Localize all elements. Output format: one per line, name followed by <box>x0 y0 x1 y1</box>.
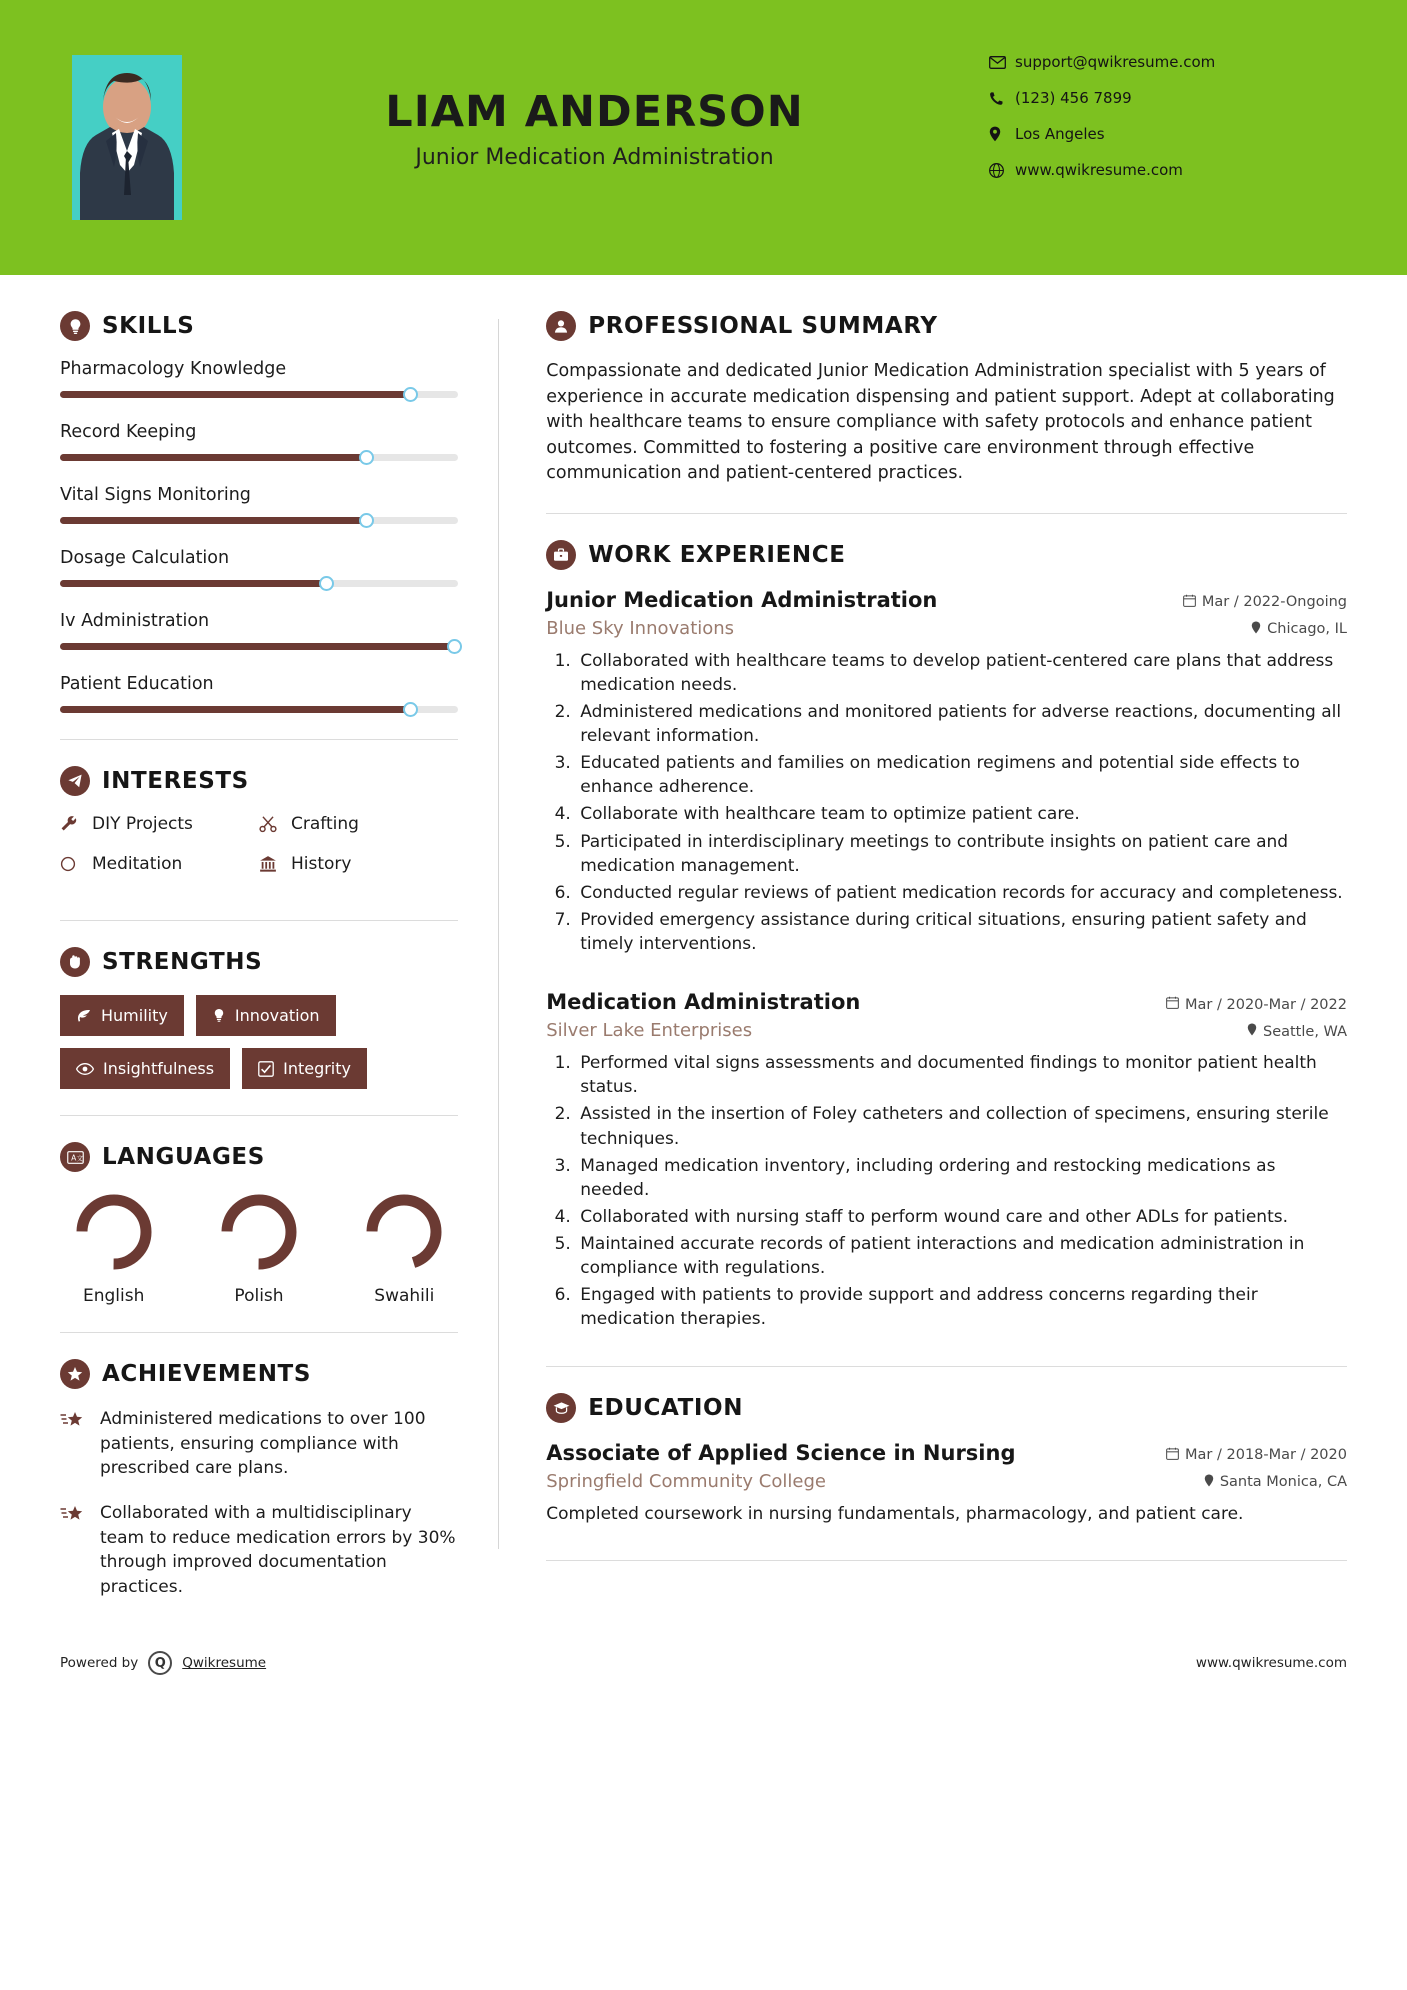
lightbulb-icon <box>60 311 90 341</box>
shooting-star-icon <box>60 1407 100 1481</box>
interests-list <box>60 814 458 894</box>
strength-label: Innovation <box>234 1006 320 1025</box>
language-label: Swahili <box>374 1286 435 1306</box>
duty-item: 5. Maintained accurate records of patient interactions and medication administration in compliance with regulations. <box>576 1232 1347 1280</box>
section-interests-header <box>60 766 458 796</box>
summary-text: Compassionate and dedicated Junior Medication Administration specialist with 5 years of experience in accurate medication dispensing and patient support. Adept at collaborating with healthcare teams to ensure compliance with safety protocols and enhance patient outcomes. Committed to fostering a positive care environment through effective communication and patient-centered practices. <box>546 361 1335 484</box>
interest-item <box>259 854 458 874</box>
job-dates: Mar / 2022-Ongoing <box>1201 594 1347 611</box>
skill-label: Iv Administration <box>60 611 210 631</box>
skill-bar <box>60 706 458 713</box>
globe-icon <box>989 163 1015 178</box>
location-pin-icon <box>1204 1474 1214 1491</box>
job-location: Chicago, IL <box>1267 621 1347 638</box>
duty-item: 7. Provided emergency assistance during critical situations, ensuring patient safety and timely interventions. <box>576 908 1347 956</box>
shooting-star-icon <box>60 1501 100 1600</box>
powered-by-label: Powered by <box>60 1655 139 1672</box>
language-item <box>60 1190 167 1306</box>
contact-email-text: support@qwikresume.com <box>1015 53 1216 71</box>
star-icon <box>60 1359 90 1389</box>
interest-label: Crafting <box>291 814 359 834</box>
languages-list <box>60 1190 458 1306</box>
footer-branding <box>60 1651 266 1675</box>
duties-list <box>546 1051 1347 1331</box>
skill-bar <box>60 391 458 398</box>
duty-item: 2. Administered medications and monitored patients for adverse reactions, documenting all relevant information. <box>576 700 1347 748</box>
strength-chip <box>60 1048 230 1089</box>
section-experience-header <box>546 540 1347 570</box>
skill-label: Pharmacology Knowledge <box>60 359 287 379</box>
footer <box>0 1629 1407 1703</box>
phone-icon <box>989 91 1015 106</box>
skill-item <box>60 422 458 461</box>
location-icon <box>989 126 1015 142</box>
duty-item: 3. Managed medication inventory, including ordering and restocking medications as needed. <box>576 1154 1347 1202</box>
circle-icon <box>60 856 92 872</box>
strength-label: Integrity <box>283 1059 351 1078</box>
achievement-text: Collaborated with a multidisciplinary team to reduce medication errors by 30% through improved documentation practices. <box>100 1502 456 1597</box>
education-dates-wrap <box>1166 1447 1347 1464</box>
degree: Associate of Applied Science in Nursing <box>546 1440 1016 1465</box>
skill-label: Vital Signs Monitoring <box>60 485 251 505</box>
qwikresume-link[interactable]: Qwikresume <box>182 1655 267 1672</box>
job-role: Junior Medication Administration <box>546 587 938 612</box>
contact-phone-text: (123) 456 7899 <box>1015 89 1132 107</box>
briefcase-icon <box>546 540 576 570</box>
section-title: LANGUAGES <box>102 1144 265 1170</box>
main-content <box>498 275 1407 1619</box>
section-title: PROFESSIONAL SUMMARY <box>588 313 938 339</box>
sidebar <box>0 275 498 1619</box>
bank-icon <box>259 855 291 873</box>
calendar-icon <box>1183 594 1196 611</box>
skill-item <box>60 485 458 524</box>
qwikresume-logo-icon: Q <box>148 1651 172 1675</box>
resume-header <box>0 0 1407 275</box>
job-company: Silver Lake Enterprises <box>546 1020 753 1042</box>
translate-icon <box>60 1142 90 1172</box>
duties-list <box>546 649 1347 957</box>
interest-item <box>60 854 259 874</box>
section-title: STRENGTHS <box>102 949 263 975</box>
language-donut <box>72 1190 156 1274</box>
language-donut <box>217 1190 301 1274</box>
contact-location[interactable] <box>989 125 1319 143</box>
page-title: LIAM ANDERSON <box>385 87 804 137</box>
divider <box>546 513 1347 514</box>
interest-item <box>259 814 458 834</box>
skill-item <box>60 359 458 398</box>
duty-item: 1. Performed vital signs assessments and documented findings to monitor patient health status. <box>576 1051 1347 1099</box>
contact-list <box>989 53 1319 197</box>
skills-list <box>60 359 458 713</box>
check-square-icon <box>258 1061 274 1077</box>
contact-email[interactable] <box>989 53 1319 71</box>
duty-item: 4. Collaborated with nursing staff to perform wound care and other ADLs for patients. <box>576 1205 1347 1229</box>
job-dates-wrap <box>1183 594 1347 611</box>
skill-bar <box>60 517 458 524</box>
language-donut <box>362 1190 446 1274</box>
section-title: ACHIEVEMENTS <box>102 1361 312 1387</box>
job-location: Seattle, WA <box>1262 1023 1347 1040</box>
footer-website: www.qwikresume.com <box>1195 1655 1347 1672</box>
job-company: Blue Sky Innovations <box>546 617 735 639</box>
interest-item <box>60 814 259 834</box>
divider <box>60 920 458 921</box>
fist-icon <box>60 947 90 977</box>
section-title: EDUCATION <box>588 1394 744 1421</box>
strength-label: Humility <box>101 1006 168 1025</box>
interest-label: Meditation <box>92 854 183 874</box>
eye-icon <box>76 1062 94 1076</box>
education-description: Completed coursework in nursing fundamentals, pharmacology, and patient care. <box>546 1503 1244 1524</box>
job-location-wrap <box>1247 1023 1347 1040</box>
job-dates: Mar / 2020-Mar / 2022 <box>1185 996 1347 1013</box>
language-item <box>205 1190 312 1306</box>
section-achievements-header <box>60 1359 458 1389</box>
section-title: INTERESTS <box>102 768 249 794</box>
section-languages-header <box>60 1142 458 1172</box>
strength-chip <box>196 995 336 1036</box>
job-role: Medication Administration <box>546 990 861 1015</box>
contact-phone[interactable] <box>989 89 1319 107</box>
calendar-icon <box>1166 1447 1179 1464</box>
skill-bar <box>60 580 458 587</box>
svg-text:文: 文 <box>75 1153 83 1162</box>
divider <box>546 1560 1347 1561</box>
skill-label: Dosage Calculation <box>60 548 230 568</box>
section-education-header <box>546 1393 1347 1423</box>
section-strengths-header <box>60 947 458 977</box>
section-title: WORK EXPERIENCE <box>588 541 846 568</box>
duty-item: 6. Conducted regular reviews of patient medication records for accuracy and completeness. <box>576 881 1347 905</box>
wrench-icon <box>60 815 92 833</box>
divider <box>546 1366 1347 1367</box>
achievement-item <box>60 1501 458 1600</box>
education-dates: Mar / 2018-Mar / 2020 <box>1185 1447 1347 1464</box>
mail-icon <box>989 56 1015 69</box>
skill-label: Patient Education <box>60 674 214 694</box>
strength-chip <box>242 1048 367 1089</box>
experience-item <box>546 588 1347 957</box>
duty-item: 5. Participated in interdisciplinary meetings to contribute insights on patient care and medication management. <box>576 830 1347 878</box>
section-skills-header <box>60 311 458 341</box>
send-icon <box>60 766 90 796</box>
strengths-list <box>60 995 458 1089</box>
job-dates-wrap <box>1166 996 1347 1013</box>
language-label: Polish <box>234 1286 284 1306</box>
section-title: SKILLS <box>102 313 195 339</box>
interest-label: History <box>291 854 352 874</box>
skill-item <box>60 548 458 587</box>
calendar-icon <box>1166 996 1179 1013</box>
job-location-wrap <box>1251 621 1347 638</box>
interest-label: DIY Projects <box>92 814 193 834</box>
duty-item: 2. Assisted in the insertion of Foley catheters and collection of specimens, ensuring sterile techniques. <box>576 1102 1347 1150</box>
leaf-icon <box>76 1008 92 1024</box>
divider <box>60 1332 458 1333</box>
graduation-icon <box>546 1393 576 1423</box>
experience-item <box>546 990 1347 1331</box>
education-location: Santa Monica, CA <box>1219 1474 1347 1491</box>
user-icon <box>546 311 576 341</box>
duty-item: 3. Educated patients and families on medication regimens and potential side effects to enhance adherence. <box>576 751 1347 799</box>
language-item <box>351 1190 458 1306</box>
svg-text:A: A <box>70 1152 76 1162</box>
contact-location-text: Los Angeles <box>1015 125 1105 143</box>
achievement-item <box>60 1407 458 1481</box>
skill-item <box>60 674 458 713</box>
divider <box>60 1115 458 1116</box>
divider <box>60 739 458 740</box>
avatar <box>72 55 182 220</box>
strength-label: Insightfulness <box>103 1059 215 1078</box>
contact-website[interactable] <box>989 161 1319 179</box>
duty-item: 1. Collaborated with healthcare teams to develop patient-centered care plans that address medication needs. <box>576 649 1347 697</box>
duty-item: 6. Engaged with patients to provide support and address concerns regarding their medication therapies. <box>576 1283 1347 1331</box>
section-summary-header <box>546 311 1347 341</box>
bulb-icon <box>212 1008 226 1024</box>
strength-chip <box>60 995 184 1036</box>
language-label: English <box>82 1286 145 1306</box>
duty-item: 4. Collaborate with healthcare team to optimize patient care. <box>576 802 1347 826</box>
scissors-icon <box>259 815 291 833</box>
skill-item <box>60 611 458 650</box>
header-subtitle: Junior Medication Administration <box>415 145 774 171</box>
skill-bar <box>60 454 458 461</box>
skill-label: Record Keeping <box>60 422 197 442</box>
location-pin-icon <box>1251 621 1261 638</box>
location-pin-icon <box>1247 1023 1257 1040</box>
education-location-wrap <box>1204 1474 1347 1491</box>
achievement-text: Administered medications to over 100 patients, ensuring compliance with prescribed care plans. <box>100 1409 426 1479</box>
education-item <box>546 1441 1347 1527</box>
achievements-list <box>60 1407 458 1599</box>
school-name: Springfield Community College <box>546 1470 826 1492</box>
skill-bar <box>60 643 458 650</box>
contact-website-text: www.qwikresume.com <box>1015 161 1183 179</box>
